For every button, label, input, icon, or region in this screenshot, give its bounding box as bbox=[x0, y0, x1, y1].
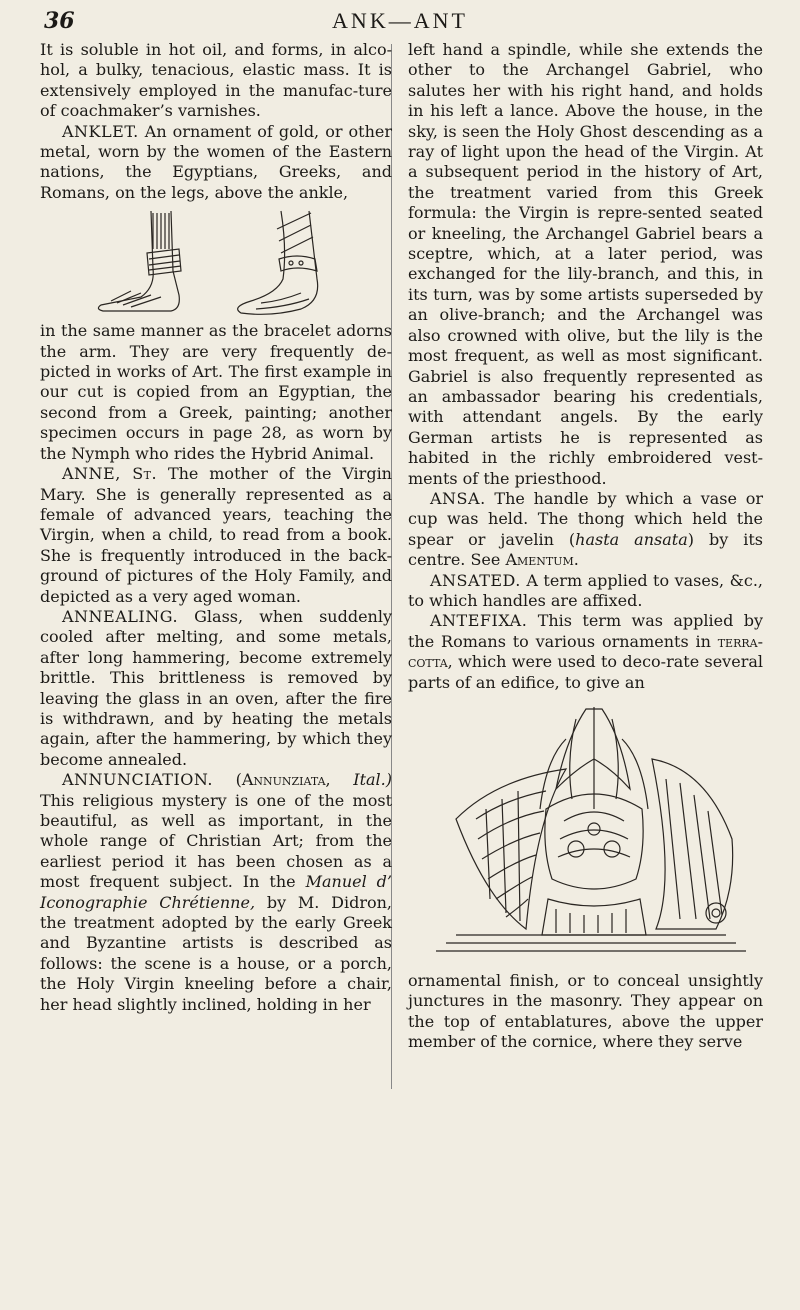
antefixa-small-caps: terra-cotta, bbox=[408, 631, 763, 672]
left-column bbox=[40, 40, 392, 1015]
entry-term-anne: ANNE, St. bbox=[62, 464, 158, 484]
greek-anklet-figure bbox=[238, 211, 318, 314]
page-header bbox=[40, 6, 760, 36]
entry-text-ansa-1: The handle by which a vase or cup was held. The thong which held the spear or javelin ( bbox=[408, 488, 763, 549]
annunciation-book-title: Manuel d’ Iconographie Chrétienne, bbox=[40, 872, 393, 912]
running-head: ANK—ANT bbox=[332, 8, 468, 33]
entry-anklet bbox=[40, 122, 392, 204]
entry-ansated bbox=[408, 571, 763, 612]
egyptian-anklet-figure bbox=[98, 211, 181, 311]
antefixa-continuation: ornamental finish, or to conceal unsightly junctures in the masonry. They appear on the top of entablatures, above the upper member of the cornice, where they serve bbox=[408, 971, 763, 1052]
entry-term-annunciation: ANNUNCIATION. bbox=[62, 770, 213, 790]
entry-annealing bbox=[40, 607, 392, 770]
entry-text-antefixa-2: which were used to deco-rate several parts of an edifice, to give an bbox=[408, 652, 763, 692]
entry-text-ansated: A term applied to vases, &c., to which handles are affixed. bbox=[408, 570, 763, 610]
entry-term-ansated: ANSATED. bbox=[430, 570, 521, 590]
entry-text-annunciation-1: This religious mystery is one of the most beautiful, as well as important, in the whole range of Christian Art; from the earliest period it has been chosen as a most frequent subject. In the bbox=[40, 790, 392, 892]
right-volute-ornament bbox=[652, 759, 733, 929]
entry-term-antefixa: ANTEFIXA. bbox=[430, 611, 528, 631]
entry-text-anne: The mother of the Virgin Mary. She is generally represented as a female of advanced years, teaching the Virgin, when a child, to read from a book. She is frequently introduced in the back-ground of pictures of the Holy Family, and depicted as a very aged woman. bbox=[40, 464, 392, 606]
entry-text-antefixa-1: This term was applied by the Romans to various ornaments in bbox=[408, 611, 763, 651]
antefixa-illustration bbox=[416, 699, 756, 967]
entry-term-anklet: ANKLET. bbox=[62, 121, 139, 141]
entry-term-annealing: ANNEALING. bbox=[62, 606, 179, 626]
carryover-paragraph: It is soluble in hot oil, and forms, in alco-hol, a bulky, tenacious, elastic mass. It is extensively employed in the manufac-ture of coachmaker’s varnishes. bbox=[40, 40, 392, 121]
page-number: 36 bbox=[44, 8, 75, 34]
entry-antefixa bbox=[408, 611, 763, 693]
entry-annunciation bbox=[40, 770, 392, 1015]
entry-text-ansa-2: ) by its centre. See bbox=[408, 529, 763, 570]
ansa-italic: hasta ansata bbox=[575, 529, 688, 549]
left-wing-ornament bbox=[456, 769, 566, 929]
anklet-continuation: in the same manner as the bracelet adorns the arm. They are very frequently de-picted in works of Art. The first example in our cut is copied from an Egyptian, the second from a Greek, painting; another specimen occurs in page 28, as worn by the Nymph who rides the Hybrid Animal. bbox=[40, 321, 392, 463]
palmette-ornament bbox=[540, 707, 648, 935]
entry-text-anklet: An ornament of gold, or other metal, worn by the women of the Eastern nations, the Egyptians, Greeks, and Romans, on the legs, above the ankle, bbox=[40, 121, 392, 202]
entry-ansa bbox=[408, 489, 763, 571]
anklet-illustration bbox=[91, 209, 341, 317]
annunciation-continuation: left hand a spindle, while she extends the other to the Archangel Gabriel, who salutes her with his right hand, and holds in his left a lance. Above the house, in the sky, is seen the Holy Ghost descending as a ray of light upon the head of the Virgin. At a subsequent period in the history of Art, the treatment varied from this Greek formula: the Virgin is repre-sented seated or kneeling, the Archangel Gabriel bears a sceptre, which, at a later period, was exchanged for the lily-branch, and this, in its turn, was by some artists superseded by an olive-branch; and the Archangel was also crowned with olive, but the lily is the most frequent, as well as most significant. Gabriel is also frequently represented as an ambassador bearing his credentials, with attendant angels. By the early German artists he is represented as habited in the richly embroidered vest-ments of the priesthood. bbox=[408, 40, 763, 488]
annunciation-italian-label: Ital.) bbox=[353, 770, 392, 790]
annunciation-italian-term: (Annunziata, bbox=[235, 770, 331, 790]
ansa-see-reference: Amentum. bbox=[505, 550, 579, 570]
entry-term-ansa: ANSA. bbox=[430, 488, 486, 508]
right-column bbox=[408, 40, 763, 1053]
entry-text-annunciation-2: by M. Didron, the treatment adopted by the early Greek and Byzantine artists is described as follows: the scene is a house, or a porch, the Holy Virgin kneeling before a chair, her head slightly inclined, holding in her bbox=[40, 892, 392, 1014]
entry-anne bbox=[40, 464, 392, 607]
entry-text-annealing: Glass, when suddenly cooled after melting, and some metals, after long hammering, become extremely brittle. This brittleness is removed by leaving the glass in an oven, after the fire is withdrawn, and by heating the metals again, after the hammering, by which they become annealed. bbox=[40, 606, 392, 769]
